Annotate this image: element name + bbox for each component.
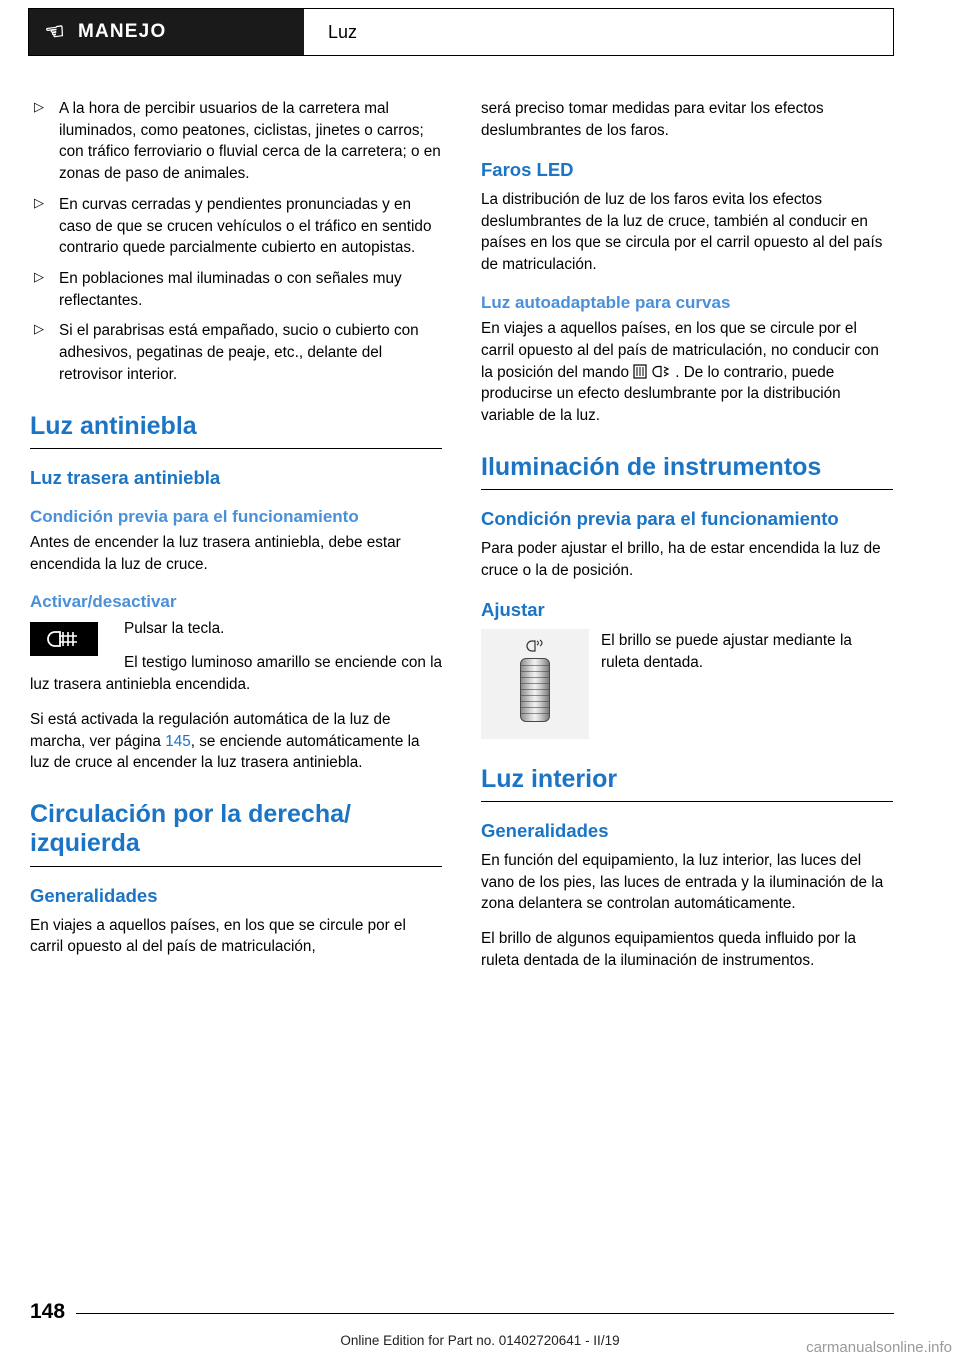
footer-edition-text: Online Edition for Part no. 01402720641 - II/19 xyxy=(340,1333,620,1348)
heading-ajustar: Ajustar xyxy=(481,599,545,621)
heading-luz-trasera-antiniebla: Luz trasera antiniebla xyxy=(30,467,221,489)
rear-fog-light-icon xyxy=(30,622,98,656)
regulacion-text-post: , se enciende automáticamente la luz de cruce al encender la luz trasera antiniebla. xyxy=(30,732,420,772)
triangle-bullet-icon: ▷ xyxy=(34,269,44,285)
triangle-bullet-icon: ▷ xyxy=(34,194,44,210)
heading-iluminacion-instrumentos: Iluminación de instrumentos xyxy=(481,453,893,491)
activar-figure-block xyxy=(30,618,442,709)
paragraph-continuacion: será preciso tomar medidas para evitar los efectos deslumbrantes de los faros. xyxy=(481,100,824,139)
list-item xyxy=(30,194,442,259)
ajustar-figure-row xyxy=(481,629,893,739)
footer-divider xyxy=(76,1313,894,1314)
regulacion-text-pre: Si está activada la regulación automática de la luz de marcha, ver página xyxy=(30,710,391,750)
heading-luz-autoadaptable: Luz autoadaptable para curvas xyxy=(481,292,731,312)
heading-circulacion: Circulación por la derecha/ izquierda xyxy=(30,800,442,867)
thumbwheel-figure xyxy=(481,629,589,739)
list-item xyxy=(30,98,442,185)
list-item xyxy=(30,268,442,311)
header-section-label: Luz xyxy=(328,21,358,42)
ajustar-figure-text: El brillo se puede ajustar mediante la ruleta dentada. xyxy=(601,631,852,671)
heading-luz-interior: Luz interior xyxy=(481,765,893,803)
heading-generalidades-left: Generalidades xyxy=(30,884,158,906)
list-item-text: En poblaciones mal iluminadas o con señales muy reflectantes. xyxy=(59,270,402,309)
paragraph-generalidades-right-1: En función del equipamiento, la luz interior, las luces del vano de los pies, las luces de entrada y la iluminación de la zona delantera se controlan automáticamente. xyxy=(481,851,884,913)
heading-luz-antiniebla: Luz antiniebla xyxy=(30,412,442,450)
hand-pointer-icon: ☜ xyxy=(43,17,68,46)
page-header xyxy=(28,8,894,56)
header-section xyxy=(304,9,893,55)
paragraph-testigo-luminoso: El testigo luminoso amarillo se enciende con la luz trasera antiniebla encendida. xyxy=(30,654,443,694)
list-item-text: A la hora de percibir usuarios de la carretera mal iluminados, como peatones, ciclistas, jinetes o carros; con tráfico ferroviario o fluvial cerca de la carretera; o en zonas de paso de animales. xyxy=(59,100,441,183)
heading-faros-led: Faros LED xyxy=(481,159,574,181)
paragraph-pulsar-tecla: Pulsar la tecla. xyxy=(124,619,225,637)
list-item-text: En curvas cerradas y pendientes pronunciadas y en caso de que se crucen vehículos o el tráfico en sentido contrario quede parcialmente cubierto en autopistas. xyxy=(59,195,432,257)
paragraph-generalidades-right-2: El brillo de algunos equipamientos queda influido por la ruleta dentada de la iluminación de instrumentos. xyxy=(481,930,857,969)
paragraph-regulacion-automatica xyxy=(30,709,442,774)
page-reference-link[interactable]: 145 xyxy=(165,732,191,750)
triangle-bullet-icon: ▷ xyxy=(34,321,44,337)
watermark: carmanualsonline.info xyxy=(806,1339,952,1356)
header-chapter-tab xyxy=(29,9,304,55)
adaptive-headlight-switch-icon xyxy=(633,363,675,380)
left-column xyxy=(30,98,442,971)
paragraph-luz-autoadaptable xyxy=(481,318,893,427)
right-column xyxy=(481,98,893,984)
autoadaptable-text-1: En viajes a aquellos países, en los que se circule por el carril opuesto al del país de matriculación, no conducir con la posición del mando xyxy=(481,320,879,381)
list-item xyxy=(30,320,442,385)
autoadaptable-text-2: . De lo contrario, puede producirse un efecto deslumbrante por la distribución variable de la luz. xyxy=(481,363,841,424)
thumbwheel[interactable] xyxy=(520,658,550,722)
heading-condicion-previa: Condición previa para el funcionamiento xyxy=(30,506,359,526)
rear-fog-light-button-figure xyxy=(30,620,110,656)
paragraph-condicion-previa: Antes de encender la luz trasera antiniebla, debe estar encendida la luz de cruce. xyxy=(30,533,401,573)
triangle-bullet-icon: ▷ xyxy=(34,99,44,114)
conditions-bullet-list xyxy=(30,98,442,386)
paragraph-faros-led: La distribución de luz de los faros evita los efectos deslumbrantes de la luz de cruce, también al conducir en países en los que se circula por el carril opuesto al del país de matriculación. xyxy=(481,191,883,274)
list-item-text: Si el parabrisas está empañado, sucio o cubierto con adhesivos, pegatinas de peaje, etc., delante del retrovisor interior. xyxy=(59,322,419,383)
paragraph-condicion-previa-right: Para poder ajustar el brillo, ha de estar encendida la luz de cruce o la de posición. xyxy=(481,539,881,579)
page-number: 148 xyxy=(30,1300,66,1323)
heading-activar-desactivar: Activar/desactivar xyxy=(30,592,177,612)
paragraph-generalidades-left: En viajes a aquellos países, en los que se circule por el carril opuesto al del país de matriculación, xyxy=(30,916,406,956)
heading-generalidades-right: Generalidades xyxy=(481,820,609,842)
header-chapter-label: MANEJO xyxy=(77,21,167,42)
heading-condicion-previa-right: Condición previa para el funcionamiento xyxy=(481,508,839,530)
